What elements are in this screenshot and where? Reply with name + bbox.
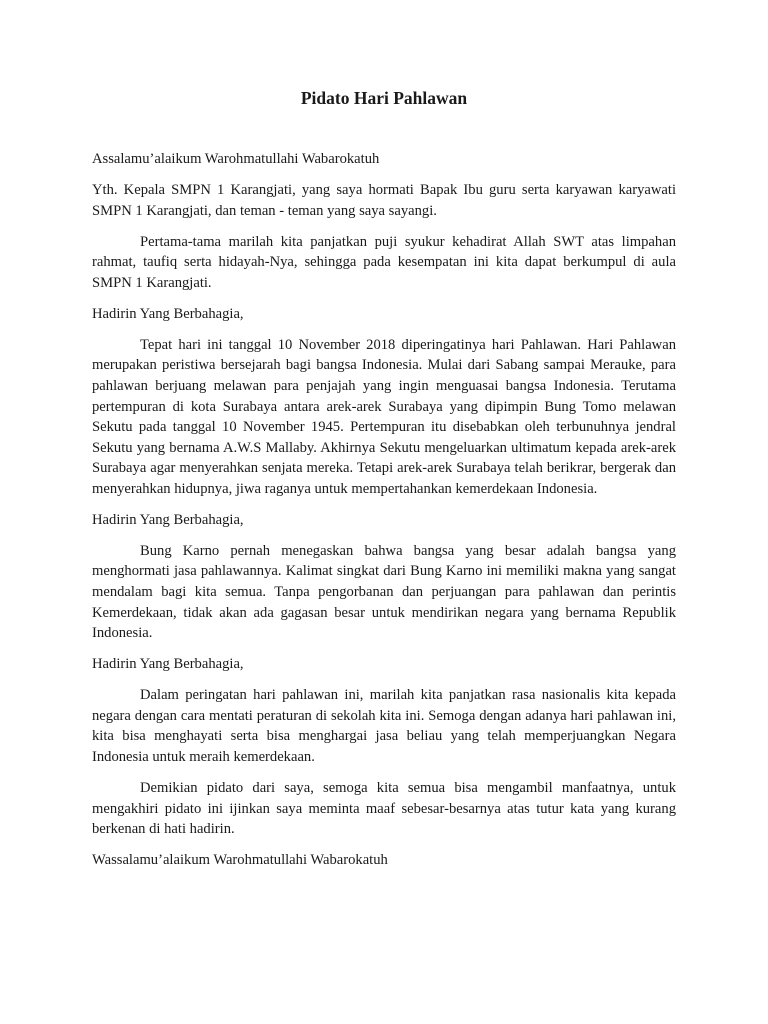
document-title: Pidato Hari Pahlawan bbox=[300, 88, 468, 108]
bung-karno-paragraph: Bung Karno pernah menegaskan bahwa bangsa yang besar adalah bangsa yang menghormati jasa pahlawannya. Kalimat singkat dari Bung Karno ini memiliki makna yang sangat mendalam bagi kita semua. Tanpa pengorbanan dan perjuangan para pahlawan dan perintis Kemerdekaan, tidak akan ada gagasan besar untuk mendirikan negara yang bernama Republik Indonesia. bbox=[92, 542, 676, 642]
audience-address: Hadirin Yang Berbahagia, bbox=[92, 656, 244, 673]
commemoration-paragraph: Dalam peringatan hari pahlawan ini, marilah kita panjatkan rasa nasionalis kita kepada negara dengan cara mentati peraturan di sekolah kita ini. Semoga dengan adanya hari pahlawan ini, kita bisa menghayati serta bisa menghargai jasa beliau yang telah memperjuangkan Negara Indonesia untuk meraih kemerdekaan. bbox=[92, 687, 676, 765]
closing-greeting: Wassalamu’alaikum Warohmatullahi Wabarokatuh bbox=[92, 852, 388, 869]
audience-address: Hadirin Yang Berbahagia, bbox=[92, 511, 244, 528]
document-body bbox=[92, 149, 676, 881]
audience-address: Hadirin Yang Berbahagia, bbox=[92, 305, 244, 322]
closing-paragraph: Demikian pidato dari saya, semoga kita semua bisa mengambil manfaatnya, untuk mengakhiri pidato ini ijinkan saya meminta maaf sebesar-besarnya atas tutur kata yang kurang berkenan di hati hadirin. bbox=[92, 779, 676, 838]
salutation-paragraph: Yth. Kepala SMPN 1 Karangjati, yang saya hormati Bapak Ibu guru serta karyawan karyawati SMPN 1 Karangjati, dan teman - teman yang saya sayangi. bbox=[92, 181, 676, 219]
history-paragraph: Tepat hari ini tanggal 10 November 2018 diperingatinya hari Pahlawan. Hari Pahlawan merupakan peristiwa bersejarah bagi bangsa Indonesia. Mulai dari Sabang sampai Merauke, para pahlawan berjuang melawan para penjajah yang ingin menguasai bangsa Indonesia. Terutama pertempuran di kota Surabaya antara arek-arek Surabaya yang dipimpin Bung Tomo melawan Sekutu pada tanggal 10 November 1945. Pertempuran itu disebabkan oleh terbunuhnya jendral Sekutu yang bernama A.W.S Mallaby. Akhirnya Sekutu mengeluarkan ultimatum kepada arek-arek Surabaya agar menyerahkan senjata mereka. Tetapi arek-arek Surabaya telah berikrar, bergerak dan menyerahkan hidupnya, jiwa raganya untuk mempertahankan kemerdekaan Indonesia. bbox=[92, 336, 676, 497]
gratitude-paragraph: Pertama-tama marilah kita panjatkan puji syukur kehadirat Allah SWT atas limpahan rahmat, taufiq serta hidayah-Nya, sehingga pada kesempatan ini kita dapat berkumpul di aula SMPN 1 Karangjati. bbox=[92, 233, 676, 291]
opening-greeting: Assalamu’alaikum Warohmatullahi Wabarokatuh bbox=[92, 151, 380, 167]
